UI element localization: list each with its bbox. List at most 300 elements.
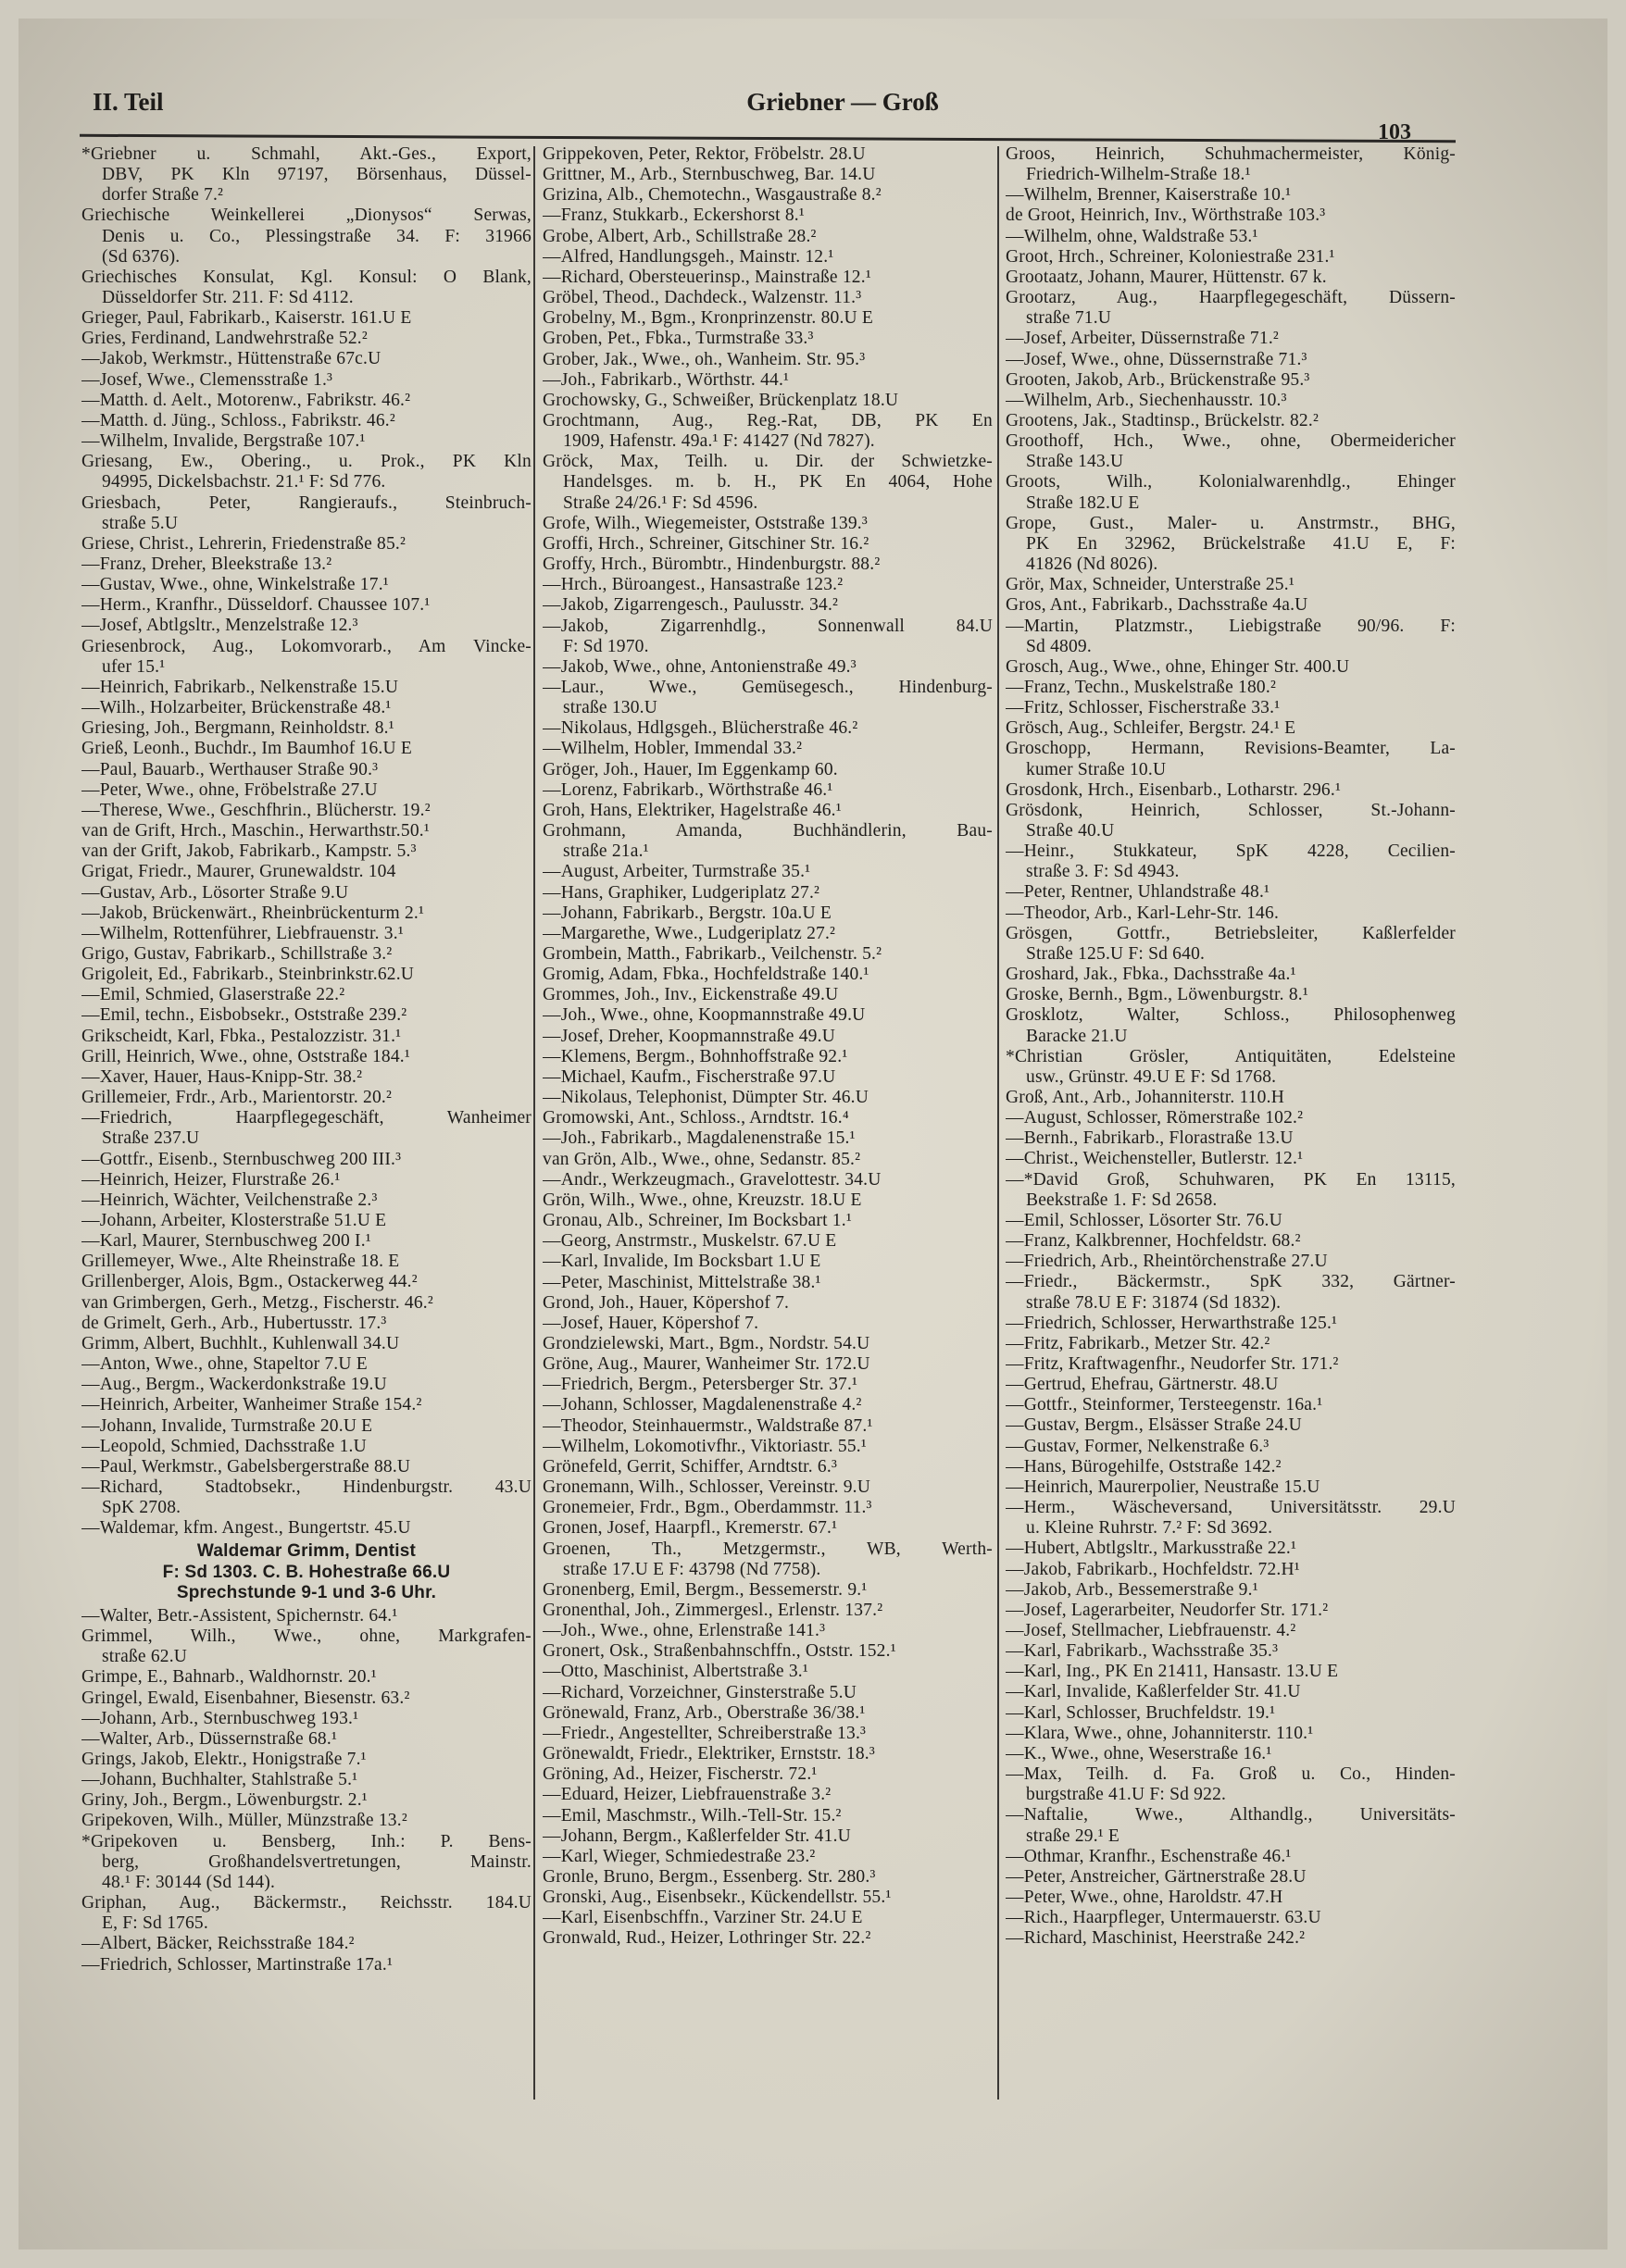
directory-entry [543,555,993,575]
entry-line: —Gertrud, Ehefrau, Gärtnerstr. 48.U [1006,1375,1279,1395]
entry-line: Grittner, M., Arb., Sternbuschweg, Bar. 14.U [543,165,876,185]
entry-line: Grimmel, Wilh., Wwe., ohne, Markgrafen- [81,1626,532,1647]
directory-entry [1006,1724,1456,1744]
directory-entry [543,1539,993,1580]
entry-line: Gröne, Aug., Maurer, Wanheimer Str. 172.U [543,1354,870,1375]
directory-entry [81,1108,532,1149]
entry-line: —Paul, Werkmstr., Gabelsbergerstraße 88.U [81,1456,411,1477]
entry-line: —Bernh., Fabrikarb., Florastraße 13.U [1006,1128,1294,1149]
entry-line: —Heinrich, Fabrikarb., Nelkenstraße 15.U [81,677,399,697]
entry-line: —Albert, Bäcker, Reichsstraße 184.² [81,1934,355,1954]
entry-line: Gripekoven, Wilh., Müller, Münzstraße 13.² [81,1811,407,1831]
directory-entry [81,1477,532,1518]
entry-continuation-line: 41826 (Nd 8026). [1026,555,1158,575]
entry-line: Groots, Wilh., Kolonialwarenhdlg., Ehinger [1006,472,1456,492]
ad-hours: Sprechstunde 9-1 und 3-6 Uhr. [176,1582,437,1602]
entry-line: —Emil, Schmied, Glaserstraße 22.² [81,985,345,1005]
entry-line: Gronski, Aug., Eisenbsekr., Kückendellstr. 55.¹ [543,1888,892,1908]
directory-entry [543,288,993,308]
entry-continuation-line: E, F: Sd 1765. [102,1913,208,1934]
entry-line: —Franz, Kalkbrenner, Hochfeldstr. 68.² [1006,1231,1301,1252]
entry-line: —Friedr., Bäckermstr., SpK 332, Gärtner- [1006,1272,1456,1292]
directory-entry [81,944,532,965]
directory-entry [543,1785,993,1805]
directory-entry [1006,391,1456,411]
entry-continuation-line: kumer Straße 10.U [1026,759,1167,779]
entry-line: —Christ., Weichensteller, Butlerstr. 12.¹ [1006,1149,1304,1169]
entry-line: —Wilhelm, Hobler, Immendal 33.² [543,739,803,759]
directory-entry [1006,1395,1456,1415]
directory-entry [81,1170,532,1190]
directory-entry [543,1416,993,1437]
directory-entry [543,801,993,821]
entry-line: —Jakob, Werkmstr., Hüttenstraße 67c.U [81,349,381,369]
entry-line: Grootarz, Aug., Haarpflegegeschäft, Düssern- [1006,288,1456,308]
directory-entry [1006,1437,1456,1457]
directory-entry [543,1150,993,1170]
entry-continuation-line: DBV, PK Kln 97197, Börsenhaus, Düssel- [102,165,532,185]
entry-line: —Johann, Buchhalter, Stahlstraße 5.¹ [81,1770,358,1790]
entry-line: Grimpe, E., Bahnarb., Waldhornstr. 20.¹ [81,1667,377,1688]
directory-entry [1006,1477,1456,1498]
entry-line: —Karl, Maurer, Sternbuschweg 200 I.¹ [81,1231,371,1252]
entry-line: van de Grift, Hrch., Maschin., Herwarthstr.50.¹ [81,821,430,841]
directory-entry [543,1724,993,1744]
entry-line: Gröning, Ad., Heizer, Fischerstr. 72.¹ [543,1764,818,1785]
directory-entry [81,924,532,944]
entry-line: —Nikolaus, Telephonist, Dümpter Str. 46.U [543,1088,869,1108]
directory-entry [1006,1334,1456,1354]
entry-line: de Groot, Heinrich, Inv., Wörthstraße 103.³ [1006,206,1326,226]
entry-line: —Gottfr., Steinformer, Tersteegenstr. 16a.¹ [1006,1395,1323,1415]
directory-entry [81,1626,532,1667]
directory-entry [543,1354,993,1375]
entry-line: —Friedrich, Schlosser, Herwarthstraße 125.¹ [1006,1313,1338,1333]
directory-entry [1006,1805,1456,1846]
directory-entry [81,1252,532,1272]
directory-entry [81,780,532,801]
directory-entry [543,1457,993,1477]
entry-line: —Richard, Obersteuerinsp., Mainstraße 12.¹ [543,267,871,287]
entry-line: —Waldemar, kfm. Angest., Bungertstr. 45.U [81,1518,411,1539]
entry-continuation-line: Friedrich-Wilhelm-Straße 18.¹ [1026,165,1251,185]
entry-line: —Franz, Dreher, Bleekstraße 13.² [81,555,332,575]
entry-line: *Christian Grösler, Antiquitäten, Edelsteine [1006,1046,1456,1066]
directory-entry [81,1955,532,1975]
entry-line: Grondzielewski, Mart., Bgm., Nordstr. 54.U [543,1333,870,1353]
directory-entry [81,821,532,841]
directory-entry [1006,1272,1456,1313]
entry-line: Grober, Jak., Wwe., oh., Wanheim. Str. 95.³ [543,349,866,369]
directory-entry [81,862,532,882]
entry-line: —Richard, Vorzeichner, Ginsterstraße 5.U [543,1682,857,1702]
entry-line: —Emil, Schlosser, Lösorter Str. 76.U [1006,1210,1282,1230]
entry-line: *Gripekoven u. Bensberg, Inh.: P. Bens- [81,1831,532,1851]
entry-line: —Alfred, Handlungsgeh., Mainstr. 12.¹ [543,246,834,267]
directory-entry [543,965,993,985]
directory-entry [81,698,532,718]
entry-continuation-line: Straße 237.U [102,1128,200,1149]
entry-line: —Jakob, Zigarrenhdlg., Sonnenwall 84.U [543,616,993,636]
directory-entry [1006,965,1456,985]
directory-entry [1006,985,1456,1005]
directory-entry [543,780,993,801]
entry-line: Gries, Ferdinand, Landwehrstraße 52.² [81,329,368,349]
entry-line: —Lorenz, Fabrikarb., Wörthstraße 46.¹ [543,779,833,800]
entry-line: —Joh., Fabrikarb., Magdalenenstraße 15.¹ [543,1128,856,1149]
entry-line: —Peter, Wwe., ohne, Fröbelstraße 27.U [81,779,378,800]
entry-line: Grohmann, Amanda, Buchhändlerin, Bau- [543,821,993,841]
directory-entry [543,1928,993,1949]
entry-line: Gröbel, Theod., Dachdeck., Walzenstr. 11.³ [543,288,862,308]
directory-entry [81,1334,532,1354]
entry-line: Grill, Heinrich, Wwe., ohne, Oststraße 184.¹ [81,1046,410,1066]
directory-entry [543,1662,993,1682]
entry-line: —Eduard, Heizer, Liebfrauenstraße 3.² [543,1785,832,1805]
entry-line: Grön, Wilh., Wwe., ohne, Kreuzstr. 18.U E [543,1190,862,1210]
entry-line: —Walter, Arb., Düssernstraße 68.¹ [81,1728,337,1749]
entry-line: —Othmar, Kranfhr., Eschenstraße 46.¹ [1006,1846,1292,1866]
advertisement-grimm-dentist [81,1539,532,1605]
directory-entry [1006,1601,1456,1621]
directory-entry [1006,1211,1456,1231]
directory-entry [543,1211,993,1231]
entry-line: —Gustav, Arb., Lösorter Straße 9.U [81,882,349,903]
directory-entry [81,883,532,903]
entry-line: Grigat, Friedr., Maurer, Grunewaldstr. 104 [81,862,396,882]
directory-entry [543,1908,993,1928]
directory-entry [81,801,532,821]
directory-entry [1006,1231,1456,1252]
directory-entry [1006,206,1456,226]
entries [1006,144,1456,1949]
directory-entry [1006,370,1456,391]
entry-continuation-line: 1909, Hafenstr. 49a.¹ F: 41427 (Nd 7827). [563,431,875,452]
entries [543,144,993,1950]
entry-line: van Grön, Alb., Wwe., ohne, Sedanstr. 85.² [543,1149,861,1169]
directory-entry [543,329,993,349]
directory-entry [1006,698,1456,718]
entry-line: Grizina, Alb., Chemotechn., Wasgaustraße 8.² [543,185,882,206]
directory-entry [543,1580,993,1601]
directory-entry [1006,841,1456,882]
entry-line: Groß, Ant., Arb., Johanniterstr. 110.H [1006,1087,1284,1107]
entry-line: —Walter, Betr.-Assistent, Spichernstr. 64.¹ [81,1605,398,1626]
entry-line: —*David Groß, Schuhwaren, PK En 13115, [1006,1169,1456,1190]
entry-line: —Anton, Wwe., ohne, Stapeltor 7.U E [81,1354,368,1375]
entry-line: —Michael, Kaufm., Fischerstraße 97.U [543,1066,836,1087]
entry-line: Grommes, Joh., Inv., Eickenstraße 49.U [543,985,839,1005]
directory-entry [81,349,532,369]
entry-continuation-line: 48.¹ F: 30144 (Sd 144). [102,1872,276,1892]
directory-entry [81,1790,532,1811]
directory-entry [1006,1621,1456,1641]
directory-entry [1006,595,1456,616]
directory-entry [81,678,532,698]
entry-line: —Joh., Wwe., ohne, Koopmannstraße 49.U [543,1005,866,1026]
entry-line: —Peter, Wwe., ohne, Haroldstr. 47.H [1006,1888,1283,1907]
entry-line: Grönewaldt, Friedr., Elektriker, Ernststr. 18.³ [543,1744,875,1764]
entry-line: Grösch, Aug., Schleifer, Bergstr. 24.¹ E [1006,718,1296,739]
directory-entry [1006,1847,1456,1867]
entry-line: —August, Schlosser, Römerstraße 102.² [1006,1108,1304,1128]
entry-line: —Josef, Stellmacher, Liebfrauenstr. 4.² [1006,1621,1296,1640]
directory-entry [543,739,993,759]
entry-continuation-line: Baracke 21.U [1026,1026,1128,1046]
directory-entry [1006,514,1456,575]
directory-entry [1006,1560,1456,1580]
directory-entry [1006,801,1456,841]
entry-line: —Wilhelm, ohne, Waldstraße 53.¹ [1006,226,1258,246]
entry-line: —Gustav, Bergm., Elsässer Straße 24.U [1006,1415,1302,1436]
directory-entry [543,370,993,391]
entry-line: —Fritz, Schlosser, Fischerstraße 33.¹ [1006,698,1281,718]
directory-entry [1006,1128,1456,1149]
entry-continuation-line: Düsseldorfer Str. 211. F: Sd 4112. [102,288,354,308]
entry-line: —Joh., Wwe., ohne, Erlenstraße 141.³ [543,1621,826,1641]
entry-line: Grillemeyer, Wwe., Alte Rheinstraße 18. E [81,1252,400,1272]
entry-continuation-line: Denis u. Co., Plessingstraße 34. F: 31966 [102,226,532,246]
directory-entry [543,1005,993,1026]
column-2 [543,144,993,1950]
entry-line: —Theodor, Steinhauermstr., Waldstraße 87.¹ [543,1415,873,1436]
directory-entry [543,1641,993,1662]
entry-line: —Aug., Bergm., Wackerdonkstraße 19.U [81,1375,387,1395]
entry-line: —Wilhelm, Lokomotivfhr., Viktoriastr. 55.¹ [543,1436,867,1456]
directory-entry [1006,144,1456,185]
directory-entry [1006,1682,1456,1702]
entry-line: Griesing, Joh., Bergmann, Reinholdstr. 8.¹ [81,718,394,739]
entry-continuation-line: straße 130.U [563,698,658,718]
entry-line: —Paul, Bauarb., Werthauser Straße 90.³ [81,759,379,779]
directory-entry [543,1088,993,1108]
directory-entry [543,575,993,595]
entry-line: —Laur., Wwe., Gemüsegesch., Hindenburg- [543,678,993,697]
directory-entry [81,268,532,308]
entry-continuation-line: F: Sd 1970. [563,636,649,656]
entry-line: Gronen, Josef, Haarpfl., Kremerstr. 67.¹ [543,1518,838,1539]
directory-entry [543,1806,993,1826]
entry-line: Grootens, Jak., Stadtinsp., Brückelstr. 82.² [1006,411,1319,430]
running-head: Griebner — Groß [746,88,939,116]
directory-entry [81,1027,532,1047]
directory-entry [1006,1314,1456,1334]
directory-entry [1006,924,1456,965]
entry-line: —Johann, Invalide, Turmstraße 20.U E [81,1415,373,1436]
directory-entry [543,144,993,165]
entry-line: —Naftalie, Wwe., Althandlg., Universitäts- [1006,1805,1456,1826]
entry-line: Griesbach, Peter, Rangieraufs., Steinbruch- [81,492,532,513]
entry-line: Gronemeier, Frdr., Bgm., Oberdammstr. 11.³ [543,1498,872,1518]
directory-entry [81,493,532,534]
directory-entry [81,206,532,267]
entry-line: —Gottfr., Eisenb., Sternbuschweg 200 III.³ [81,1149,402,1169]
entry-line: —Karl, Eisenbschffn., Varziner Str. 24.U E [543,1908,863,1928]
directory-entry [1006,411,1456,431]
entry-line: Griesenbrock, Aug., Lokomvorarb., Am Vincke- [81,636,532,656]
directory-entry [1006,1005,1456,1046]
directory-entry [543,1477,993,1498]
entry-line: —Josef, Lagerarbeiter, Neudorfer Str. 171.² [1006,1600,1329,1620]
entry-line: Grings, Jakob, Elektr., Honigstraße 7.¹ [81,1750,367,1770]
entry-continuation-line: straße 29.¹ E [1026,1826,1120,1846]
entry-line: —Richard, Maschinist, Heerstraße 242.² [1006,1928,1306,1949]
entry-line: —Heinrich, Maurerpolier, Neustraße 15.U [1006,1477,1320,1497]
entry-line: Gröger, Joh., Hauer, Im Eggenkamp 60. [543,759,838,779]
directory-entry [81,1231,532,1252]
entry-line: —Rich., Haarpfleger, Untermauerstr. 63.U [1006,1908,1321,1928]
directory-entry [81,1934,532,1954]
directory-entry [81,1088,532,1108]
directory-entry [1006,1047,1456,1088]
entry-continuation-line: straße 62.U [102,1647,188,1667]
directory-entry [1006,617,1456,657]
entry-line: Groffy, Hrch., Bürombtr., Hindenburgstr. 88.² [543,555,881,575]
directory-entry [543,862,993,882]
entry-line: Grosklotz, Walter, Schloss., Philosophenweg [1006,1005,1456,1026]
directory-entry [543,1826,993,1847]
entry-line: Groothoff, Hch., Wwe., ohne, Obermeidericher [1006,431,1456,452]
entry-line: Gromowski, Ant., Schloss., Arndtstr. 16.⁴ [543,1108,849,1128]
directory-entry [543,1047,993,1067]
directory-entry [1006,268,1456,288]
entry-line: Grillenberger, Alois, Bgm., Ostackerweg 44.² [81,1272,418,1292]
entry-line: —Peter, Maschinist, Mittelstraße 38.¹ [543,1272,821,1292]
directory-entry [1006,1888,1456,1908]
directory-entry [81,144,532,206]
directory-entry [543,903,993,924]
directory-entry [1006,575,1456,595]
entry-line: —Karl, Invalide, Im Bocksbart 1.U E [543,1252,821,1272]
directory-entry [1006,1108,1456,1128]
entry-line: —Herm., Kranfhr., Düsseldorf. Chaussee 107.¹ [81,595,431,616]
entry-continuation-line: Straße 40.U [1026,821,1115,841]
directory-entry [543,678,993,718]
entry-line: —Matth. d. Jüng., Schloss., Fabrikstr. 46.² [81,410,395,430]
entry-line: —Georg, Anstrmstr., Muskelstr. 67.U E [543,1231,837,1252]
directory-entry [81,1709,532,1729]
entry-line: —Friedrich, Haarpflegegeschäft, Wanheimer [81,1108,532,1128]
directory-entry [543,1703,993,1724]
entry-continuation-line: straße 21a.¹ [563,841,649,862]
entries [81,1606,532,1975]
entry-line: —Friedrich, Bergm., Petersberger Str. 37.¹ [543,1375,858,1395]
directory-entry [1006,1498,1456,1539]
entry-line: —Emil, Maschmstr., Wilh.-Tell-Str. 15.² [543,1805,842,1826]
entry-line: —Heinrich, Heizer, Flurstraße 26.¹ [81,1169,341,1190]
entry-line: Gringel, Ewald, Eisenbahner, Biesenstr. 63.² [81,1688,410,1708]
entry-continuation-line: Straße 143.U [1026,452,1124,472]
entry-line: —Josef, Abtlgsltr., Menzelstraße 12.³ [81,616,358,636]
directory-entry [543,617,993,657]
entry-line: Griesang, Ew., Obering., u. Prok., PK Kln [81,452,532,472]
directory-entry [543,1334,993,1354]
directory-entry [81,391,532,411]
entry-line: Grönewald, Franz, Arb., Oberstraße 36/38.¹ [543,1702,866,1723]
directory-entry [1006,1580,1456,1601]
entry-line: —Jakob, Wwe., ohne, Antonienstraße 49.³ [543,656,857,677]
directory-entry [543,944,993,965]
directory-entry [81,411,532,431]
directory-entry [1006,1744,1456,1764]
entry-line: Gromig, Adam, Fbka., Hochfeldstraße 140.¹ [543,965,869,985]
entry-line: Griechisches Konsulat, Kgl. Konsul: O Blank, [81,267,532,287]
directory-entry [81,452,532,492]
entry-line: —Hrch., Büroangest., Hansastraße 123.² [543,575,844,595]
directory-entry [543,985,993,1005]
entry-line: —Margarethe, Wwe., Ludgeriplatz 27.² [543,923,836,943]
entry-line: Grimm, Albert, Buchhlt., Kuhlenwall 34.U [81,1333,400,1353]
entry-line: Grope, Gust., Maler- u. Anstrmstr., BHG, [1006,513,1456,533]
directory-entry [543,1293,993,1314]
entry-line: —Friedrich, Schlosser, Martinstraße 17a.¹ [81,1954,394,1975]
directory-entry [81,1354,532,1375]
entry-line: Grösgen, Gottfr., Betriebsleiter, Kaßlerfelder [1006,923,1456,943]
entry-line: Griechische Weinkellerei „Dionysos“ Serwas, [81,206,532,226]
entry-line: Gronwald, Rud., Heizer, Lothringer Str. 22.² [543,1928,871,1949]
directory-entry [81,965,532,985]
ad-title: Waldemar Grimm, Dentist [196,1541,417,1562]
directory-entry [543,1395,993,1415]
entry-line: —Karl, Fabrikarb., Wachsstraße 35.³ [1006,1641,1279,1662]
entry-line: Grochtmann, Aug., Reg.-Rat, DB, PK En [543,411,993,431]
entry-line: —Wilhelm, Rottenführer, Liebfrauenstr. 3.¹ [81,923,404,943]
entry-line: —Xaver, Hauer, Haus-Knipp-Str. 38.² [81,1066,363,1087]
directory-entry [81,595,532,616]
directory-entry [1006,1539,1456,1559]
entry-line: van der Grift, Jakob, Fabrikarb., Kampstr. 5.³ [81,841,417,862]
entry-continuation-line: 94995, Dickelsbachstr. 21.¹ F: Sd 776. [102,472,386,492]
directory-entry [81,985,532,1005]
entries [81,144,532,1539]
directory-entry [543,411,993,452]
entry-line: Griphan, Aug., Bäckermstr., Reichsstr. 184.U [81,1893,532,1913]
entry-continuation-line: berg, Großhandelsvertretungen, Mainstr. [102,1851,532,1872]
directory-entry [543,1867,993,1888]
directory-entry [1006,718,1456,739]
entry-continuation-line: straße 78.U E F: 31874 (Sd 1832). [1026,1292,1282,1313]
directory-entry [81,1067,532,1088]
entry-continuation-line: (Sd 6376). [102,246,181,267]
entry-continuation-line: burgstraße 41.U F: Sd 922. [1026,1785,1227,1805]
directory-entry [543,1683,993,1703]
entry-line: Grillemeier, Frdr., Arb., Marientorstr. 20.² [81,1088,393,1108]
directory-entry [81,1314,532,1334]
entry-line: —Andr., Werkzeugmach., Gravelottestr. 34.U [543,1169,882,1190]
entry-line: Grombein, Matth., Fabrikarb., Veilchenstr. 5.² [543,944,882,964]
entry-line: —Wilhelm, Brenner, Kaiserstraße 10.¹ [1006,185,1292,206]
directory-entry [1006,1641,1456,1662]
directory-entry [81,555,532,575]
directory-entry [543,391,993,411]
entry-line: —Nikolaus, Hdlgsgeh., Blücherstraße 46.² [543,718,858,739]
entry-line: Grochowsky, G., Schweißer, Brückenplatz 18.U [543,390,899,410]
directory-entry [1006,1662,1456,1682]
entry-line: Gröck, Max, Teilh. u. Dir. der Schwietzke- [543,452,993,472]
directory-entry [543,1498,993,1518]
directory-entry [543,1518,993,1539]
directory-entry [81,1190,532,1211]
entry-line: Groske, Bernh., Bgm., Löwenburgstr. 8.¹ [1006,985,1308,1005]
entry-line: de Grimelt, Gerh., Arb., Hubertusstr. 17.³ [81,1313,387,1333]
directory-entry [543,1744,993,1764]
entry-line: —Emil, techn., Eisbobsekr., Oststraße 239.² [81,1005,407,1026]
directory-entry [543,1252,993,1272]
directory-entry [543,595,993,616]
directory-entry [1006,678,1456,698]
directory-entry [1006,739,1456,779]
directory-entry [543,760,993,780]
